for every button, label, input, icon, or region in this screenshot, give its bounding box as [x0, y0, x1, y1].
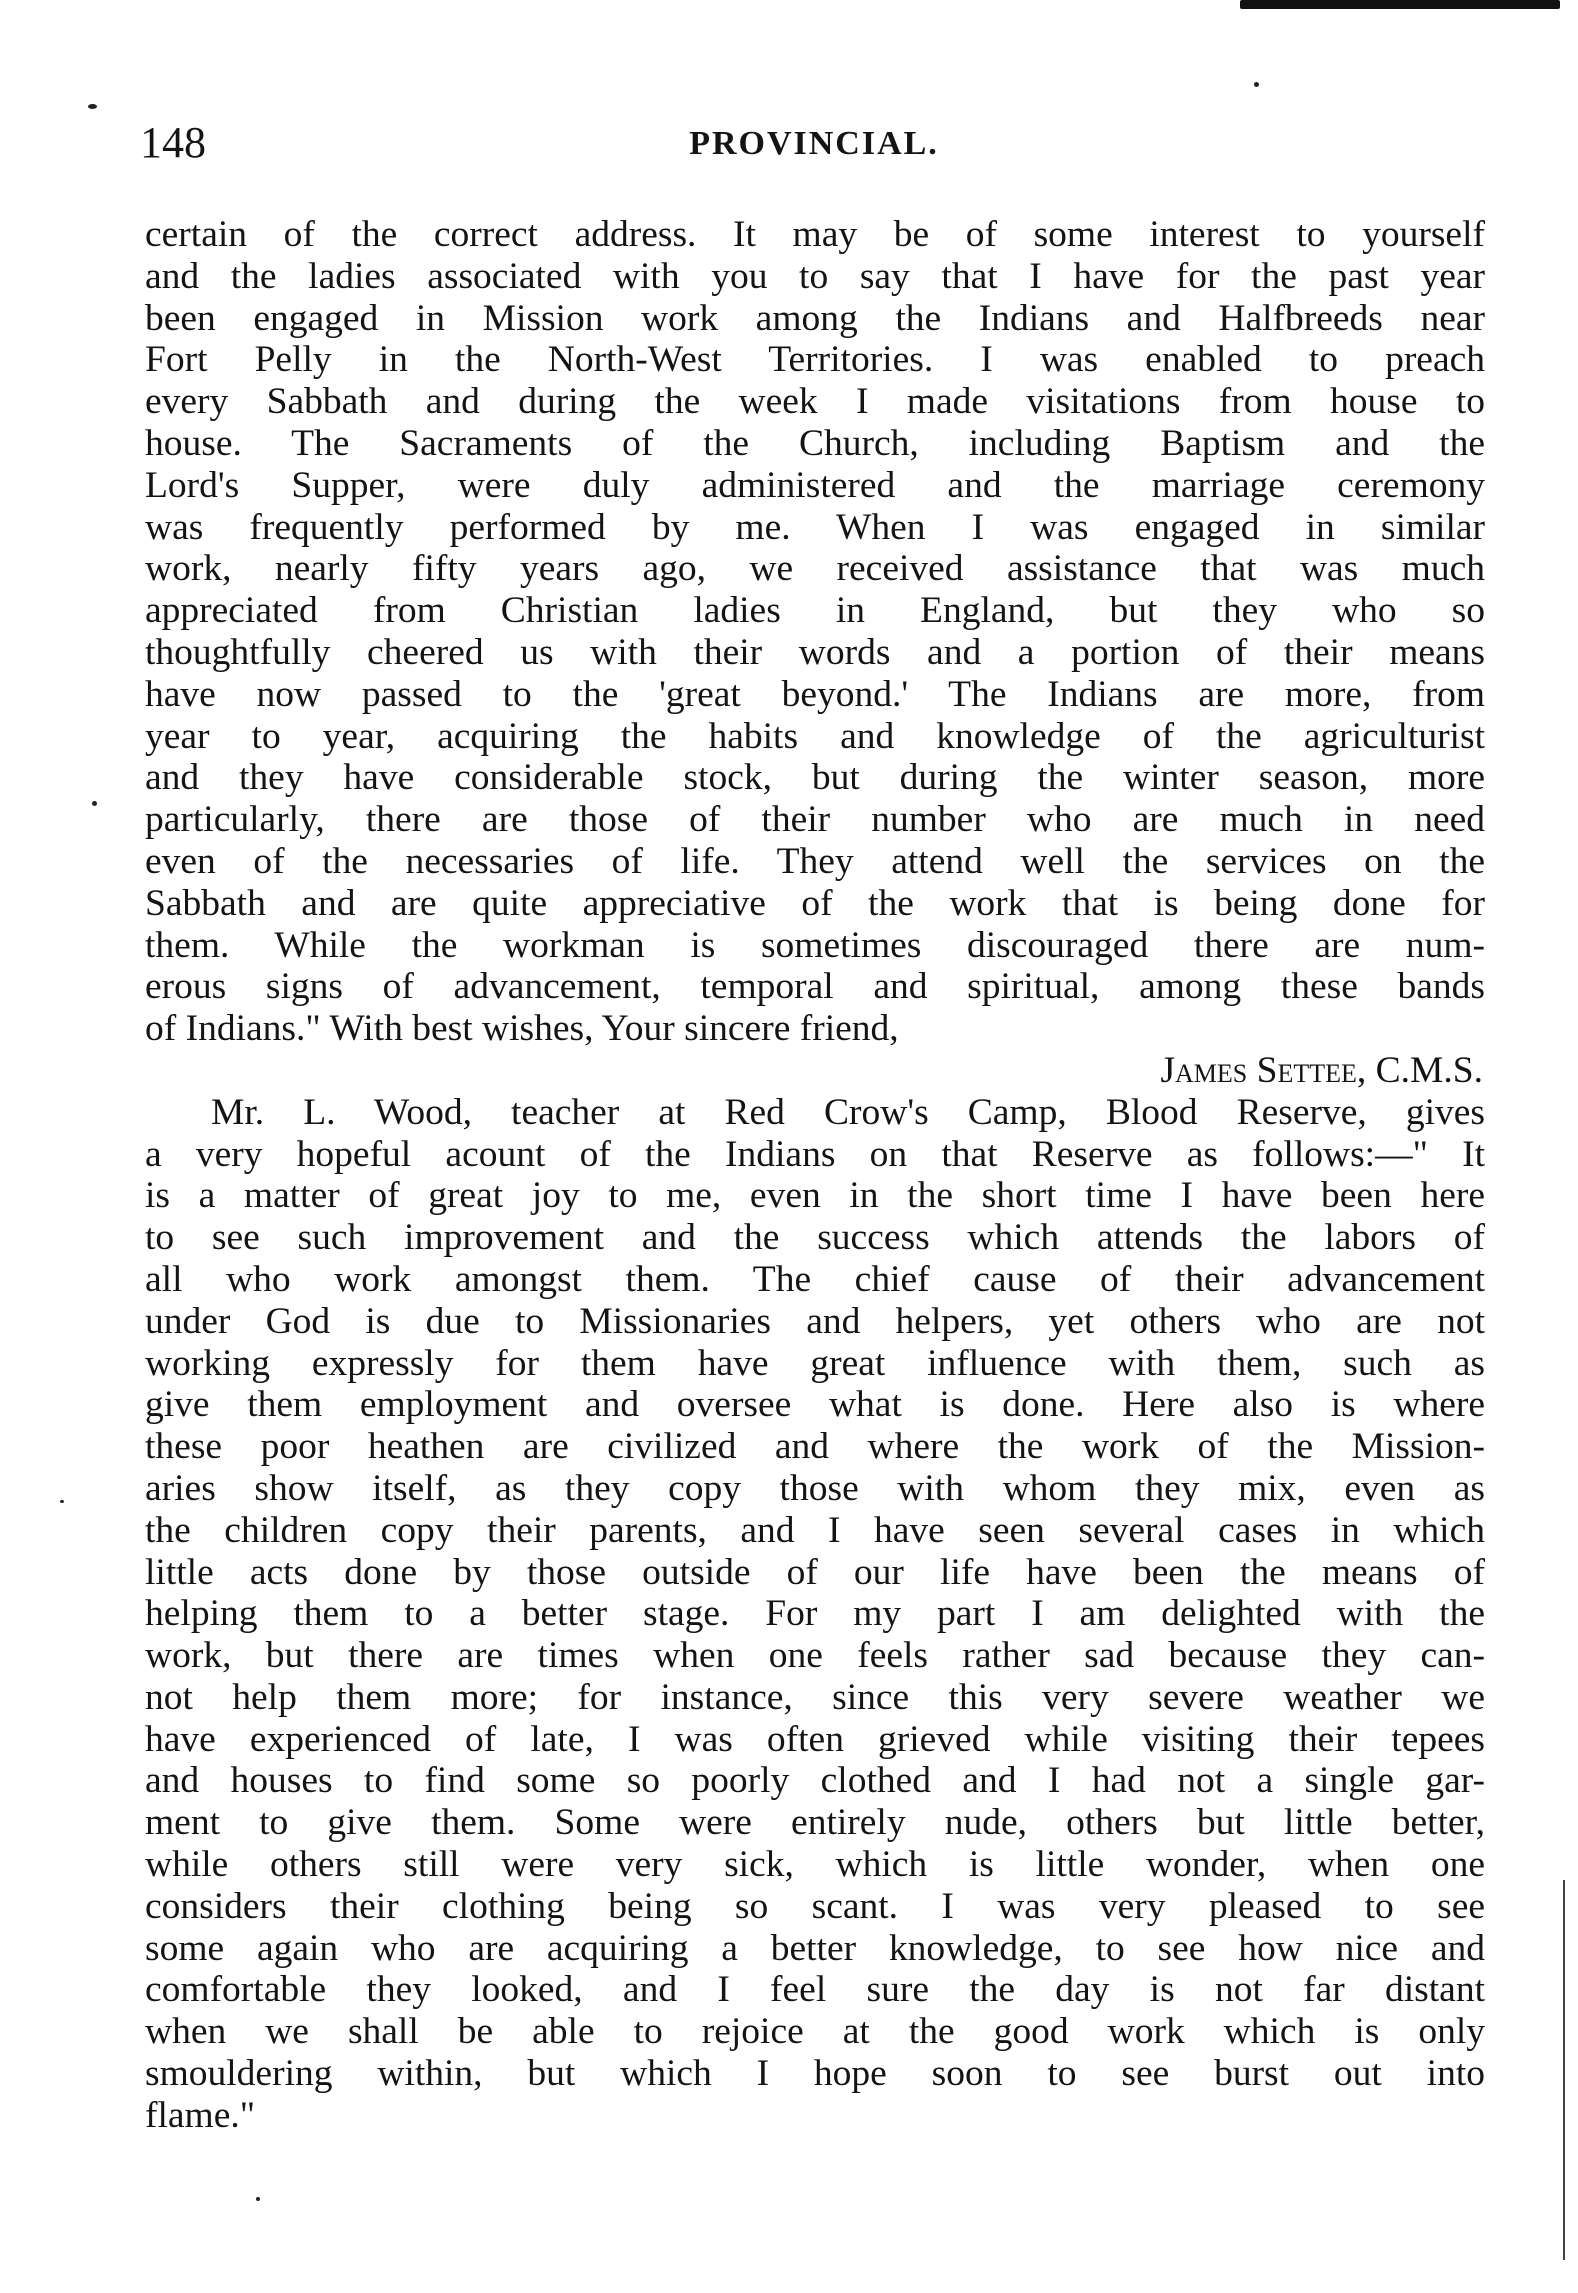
- scan-speck: [60, 1500, 64, 1503]
- paragraph-settee-letter: [145, 214, 1485, 1050]
- text-line: particularly, there are those of their number who are much in need: [145, 799, 1485, 841]
- text-line: and the ladies associated with you to say that I have for the past year: [145, 255, 1485, 297]
- page-number: 148: [140, 118, 206, 167]
- text-line: every Sabbath and during the week I made visitations from house to: [145, 381, 1485, 423]
- scan-speck: [256, 2197, 260, 2201]
- text-line: erous signs of advancement, temporal and spiritual, among these bands: [145, 966, 1485, 1008]
- text-line: these poor heathen are civilized and where the work of the Mission-: [145, 1426, 1485, 1468]
- text-line: not help them more; for instance, since this very severe weather we: [145, 1676, 1485, 1718]
- text-line: certain of the correct address. It may be of some interest to yourself: [145, 214, 1485, 255]
- text-line: was frequently performed by me. When I was engaged in similar: [145, 506, 1485, 548]
- text-line: comfortable they looked, and I feel sure the day is not far distant: [145, 1969, 1485, 2011]
- text-line: Fort Pelly in the North-West Territories. I was enabled to preach: [145, 339, 1485, 381]
- text-line: and houses to find some so poorly clothed and I had not a single gar-: [145, 1760, 1485, 1802]
- text-line: house. The Sacraments of the Church, including Baptism and the: [145, 422, 1485, 464]
- text-line: helping them to a better stage. For my part I am delighted with the: [145, 1593, 1485, 1635]
- text-line: to see such improvement and the success which attends the labors of: [145, 1217, 1485, 1259]
- text-line: been engaged in Mission work among the Indians and Halfbreeds near: [145, 297, 1485, 339]
- text-line: all who work amongst them. The chief cause of their advancement: [145, 1258, 1485, 1300]
- text-line: appreciated from Christian ladies in England, but they who so: [145, 590, 1485, 632]
- text-line: thoughtfully cheered us with their words and a portion of their means: [145, 631, 1485, 673]
- text-line: a very hopeful acount of the Indians on that Reserve as follows:—" It: [145, 1133, 1485, 1175]
- text-line: while others still were very sick, which is little wonder, when one: [145, 1844, 1485, 1886]
- text-line: is a matter of great joy to me, even in the short time I have been here: [145, 1175, 1485, 1217]
- text-line: aries show itself, as they copy those with whom they mix, even as: [145, 1467, 1485, 1509]
- text-line: ment to give them. Some were entirely nude, others but little better,: [145, 1802, 1485, 1844]
- text-line: smouldering within, but which I hope soon to see burst out into: [145, 2053, 1485, 2095]
- text-line: considers their clothing being so scant. I was very pleased to see: [145, 1885, 1485, 1927]
- text-line: Mr. L. Wood, teacher at Red Crow's Camp, Blood Reserve, gives: [211, 1091, 1485, 1133]
- running-title: PROVINCIAL.: [689, 125, 939, 162]
- text-line: have experienced of late, I was often grieved while visiting their tepees: [145, 1718, 1485, 1760]
- scan-artifact-bar: [1240, 0, 1560, 9]
- scan-speck: [1254, 82, 1259, 87]
- text-line: working expressly for them have great influence with them, such as: [145, 1342, 1485, 1384]
- text-line: year to year, acquiring the habits and knowledge of the agriculturist: [145, 715, 1485, 757]
- text-line: when we shall be able to rejoice at the good work which is only: [145, 2011, 1485, 2053]
- page-header: [140, 108, 1488, 178]
- text-line: under God is due to Missionaries and helpers, yet others who are not: [145, 1300, 1485, 1342]
- page-body: [145, 214, 1485, 2137]
- text-line: give them employment and oversee what is done. Here also is where: [145, 1384, 1485, 1426]
- text-line: of Indians." With best wishes, Your sincere friend,: [145, 1008, 899, 1050]
- text-line: have now passed to the 'great beyond.' The Indians are more, from: [145, 673, 1485, 715]
- text-line: some again who are acquiring a better knowledge, to see how nice and: [145, 1927, 1485, 1969]
- scan-speck: [92, 801, 97, 806]
- text-line: Lord's Supper, were duly administered and the marriage ceremony: [145, 464, 1485, 506]
- scan-edge-line: [1563, 1880, 1565, 2260]
- text-line: even of the necessaries of life. They attend well the services on the: [145, 840, 1485, 882]
- text-line: the children copy their parents, and I have seen several cases in which: [145, 1509, 1485, 1551]
- text-line: Sabbath and are quite appreciative of the work that is being done for: [145, 882, 1485, 924]
- text-line: and they have considerable stock, but during the winter season, more: [145, 757, 1485, 799]
- paragraph-wood-report: [145, 1092, 1485, 2137]
- text-line: little acts done by those outside of our life have been the means of: [145, 1551, 1485, 1593]
- text-line: flame.": [145, 2094, 256, 2136]
- text-line: work, nearly fifty years ago, we received assistance that was much: [145, 548, 1485, 590]
- text-line: work, but there are times when one feels rather sad because they can-: [145, 1635, 1485, 1677]
- scan-speck: [88, 104, 97, 109]
- signature: James Settee, C.M.S.: [1160, 1049, 1483, 1091]
- text-line: them. While the workman is sometimes discouraged there are num-: [145, 924, 1485, 966]
